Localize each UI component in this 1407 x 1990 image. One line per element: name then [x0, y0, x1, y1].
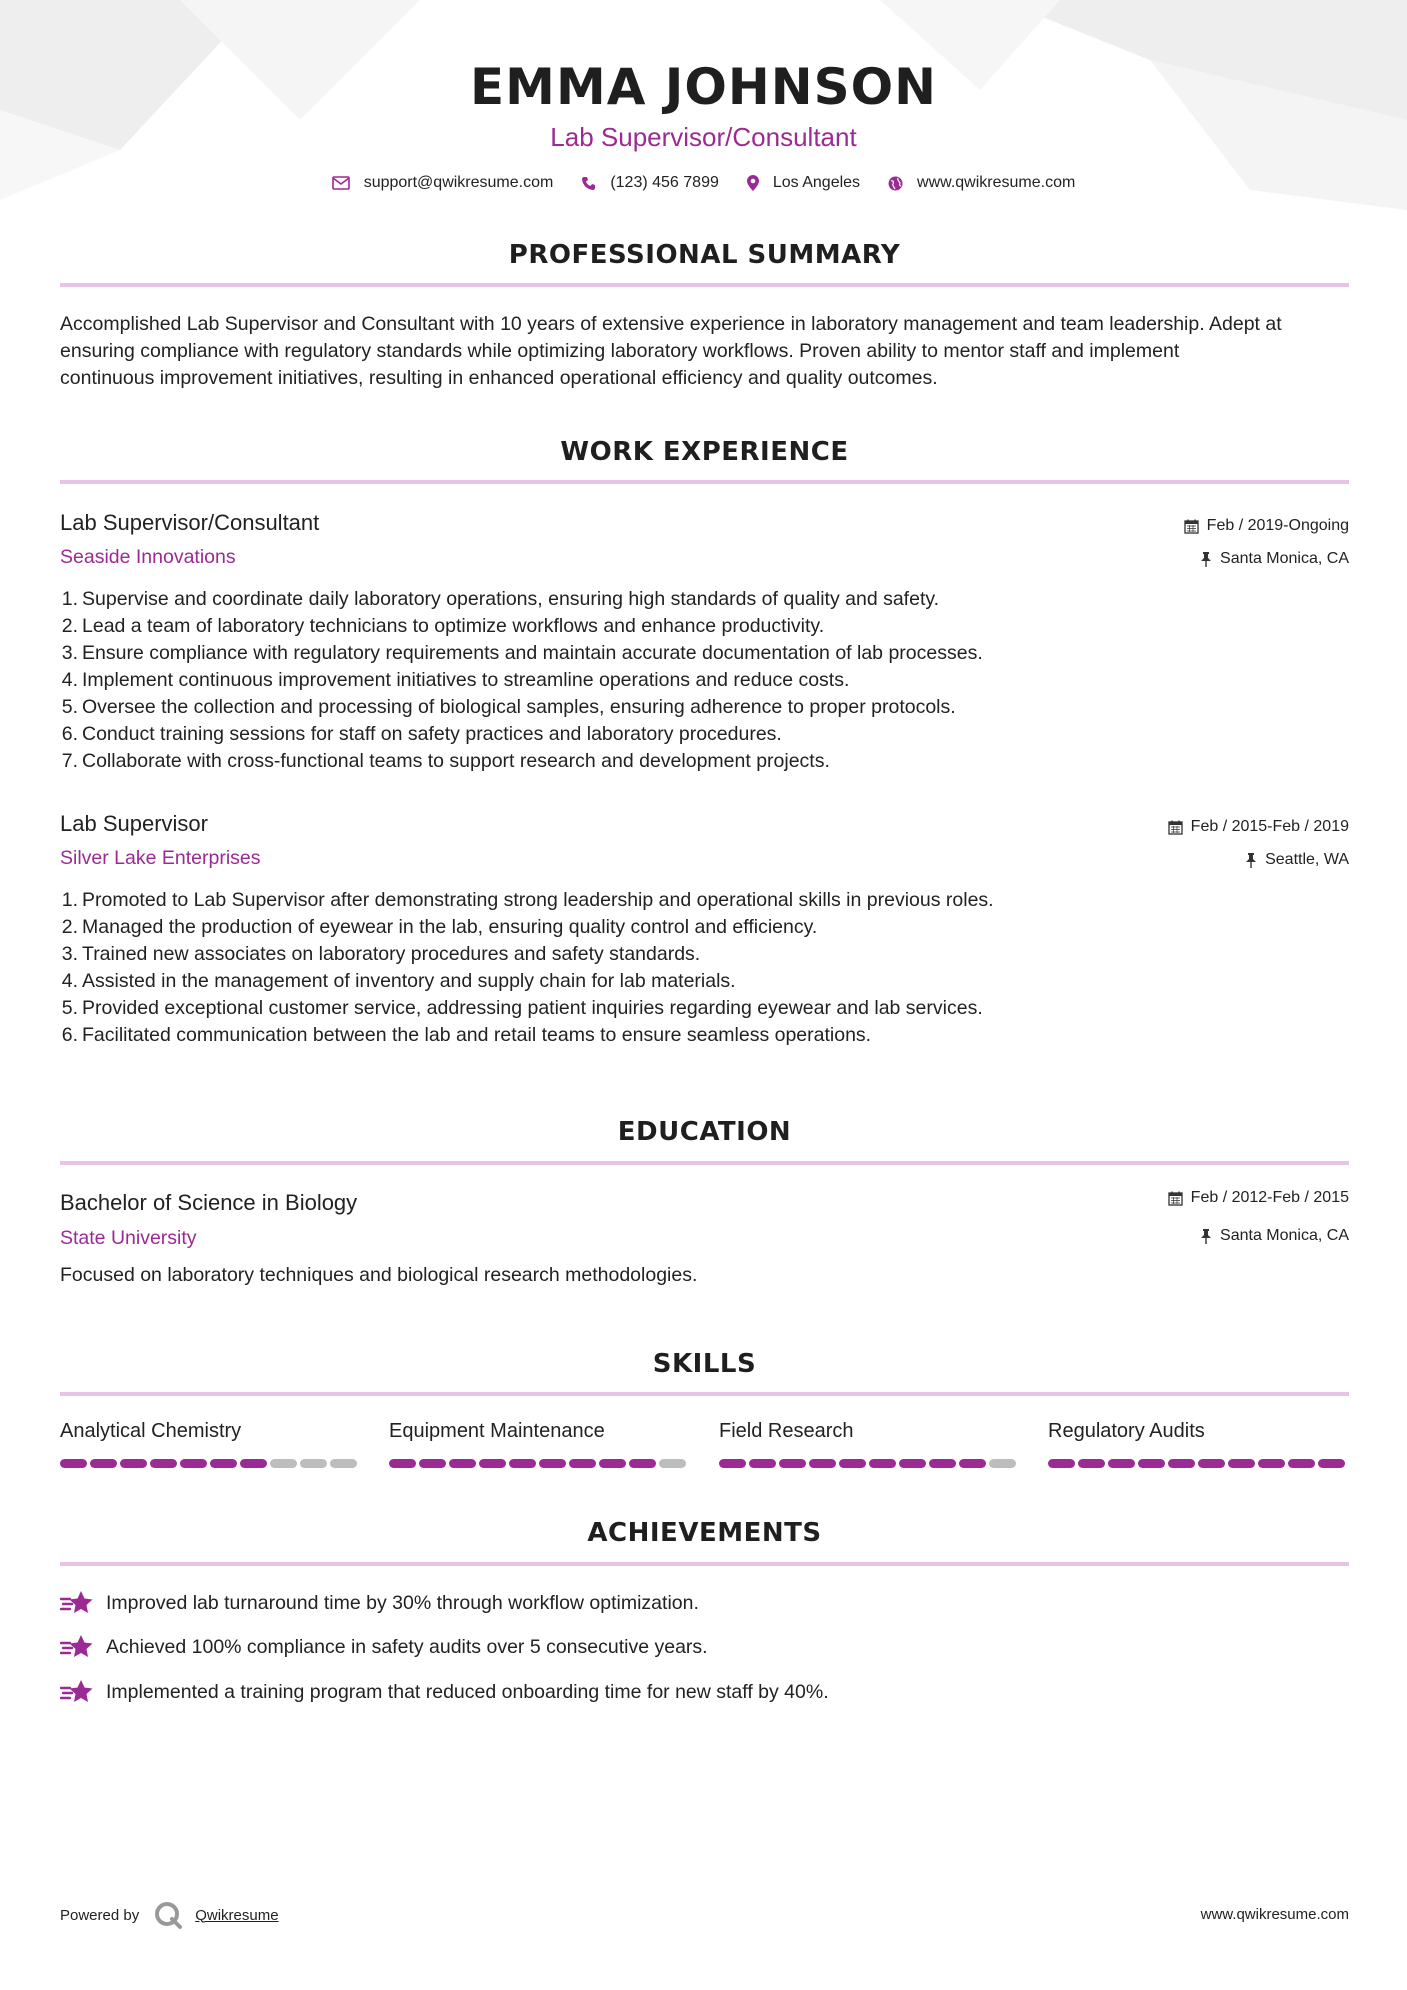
skill-segment-filled: [899, 1459, 926, 1468]
skill-level-bar: [60, 1459, 360, 1468]
job-title: Lab Supervisor/Consultant: [60, 510, 320, 535]
list-text: Conduct training sessions for staff on safety practices and laboratory procedures.: [82, 723, 782, 745]
list-text: Supervise and coordinate daily laboratory operations, ensuring high standards of quality and safety.: [82, 588, 940, 610]
skill-segment-filled: [599, 1459, 626, 1468]
map-pin-icon: [747, 175, 759, 191]
job-location-text: Seattle, WA: [1265, 851, 1349, 868]
contact-email[interactable]: [332, 174, 554, 192]
list-number: 6.: [61, 723, 78, 745]
footer-powered-by: [60, 1900, 279, 1930]
skill-segment-filled: [90, 1459, 117, 1468]
achievement-item: [60, 1679, 829, 1705]
education-location-text: Santa Monica, CA: [1220, 1227, 1349, 1244]
skill-segment-filled: [210, 1459, 237, 1468]
skill-segment-empty: [330, 1459, 357, 1468]
achievements-divider: [60, 1562, 1349, 1566]
achievement-text: Achieved 100% compliance in safety audits over 5 consecutive years.: [106, 1635, 708, 1658]
skill-segment-filled: [1048, 1459, 1075, 1468]
list-number: 3.: [61, 943, 78, 965]
skill-segment-filled: [389, 1459, 416, 1468]
achievements-heading: ACHIEVEMENTS: [587, 1518, 822, 1548]
skill-segment-filled: [1168, 1459, 1195, 1468]
education-dates: [1168, 1189, 1349, 1207]
calendar-icon: [1168, 820, 1183, 835]
list-number: 5.: [61, 997, 78, 1019]
job-dates-text: Feb / 2019-Ongoing: [1206, 517, 1349, 534]
skill-segment-filled: [539, 1459, 566, 1468]
education-location: [1200, 1227, 1349, 1245]
list-item: [56, 887, 1336, 914]
company-name: Silver Lake Enterprises: [60, 847, 261, 869]
list-text: Promoted to Lab Supervisor after demonstrating strong leadership and operational skills in previous roles.: [82, 889, 994, 911]
job-dates: [1168, 818, 1349, 836]
list-item: [56, 667, 1336, 694]
job-title: Lab Supervisor: [60, 811, 208, 836]
list-item: [56, 586, 1336, 613]
degree-title: Bachelor of Science in Biology: [60, 1190, 358, 1215]
list-number: 4.: [61, 669, 78, 691]
skill-segment-filled: [1288, 1459, 1315, 1468]
list-text: Lead a team of laboratory technicians to optimize workflows and enhance productivity.: [82, 615, 825, 637]
education-heading: EDUCATION: [617, 1117, 792, 1147]
skill-level-bar: [1048, 1459, 1348, 1468]
skill-level-bar: [719, 1459, 1019, 1468]
phone-text: (123) 456 7899: [610, 174, 719, 191]
skill-segment-filled: [809, 1459, 836, 1468]
skill-segment-filled: [629, 1459, 656, 1468]
summary-line: ensuring compliance with regulatory standards while optimizing laboratory workflows. Proven ability to mentor staff and implement: [60, 340, 1180, 362]
skill-name: Regulatory Audits: [1048, 1420, 1205, 1442]
contact-location: [747, 174, 860, 192]
skill-segment-filled: [1198, 1459, 1225, 1468]
list-text: Facilitated communication between the lab and retail teams to ensure seamless operations.: [82, 1024, 872, 1046]
skill-segment-filled: [1228, 1459, 1255, 1468]
skill-segment-filled: [120, 1459, 147, 1468]
contact-bar: [0, 174, 1407, 192]
calendar-icon: [1168, 1191, 1183, 1206]
list-item: [56, 968, 1336, 995]
skill-item: [719, 1420, 1019, 1468]
pushpin-icon: [1245, 853, 1257, 868]
achievement-text: Improved lab turnaround time by 30% through workflow optimization.: [106, 1591, 699, 1614]
achievement-item: [60, 1634, 708, 1660]
skill-segment-filled: [959, 1459, 986, 1468]
job-location: [1245, 851, 1349, 869]
skill-segment-filled: [60, 1459, 87, 1468]
contact-phone[interactable]: [581, 174, 719, 192]
company-name: Seaside Innovations: [60, 546, 236, 568]
skill-segment-filled: [719, 1459, 746, 1468]
skill-segment-empty: [989, 1459, 1016, 1468]
shooting-star-icon: [60, 1590, 94, 1616]
website-text: www.qwikresume.com: [917, 174, 1076, 191]
skill-segment-filled: [240, 1459, 267, 1468]
list-text: Ensure compliance with regulatory requirements and maintain accurate documentation of lab processes.: [82, 642, 983, 664]
skill-segment-filled: [479, 1459, 506, 1468]
summary-text: [60, 311, 1349, 392]
summary-heading: PROFESSIONAL SUMMARY: [508, 240, 901, 270]
skill-segment-filled: [1318, 1459, 1345, 1468]
skill-segment-filled: [419, 1459, 446, 1468]
skill-segment-empty: [300, 1459, 327, 1468]
skill-segment-empty: [659, 1459, 686, 1468]
list-text: Oversee the collection and processing of biological samples, ensuring adherence to proper protocols.: [82, 696, 956, 718]
list-item: [56, 640, 1336, 667]
achievement-text: Implemented a training program that reduced onboarding time for new staff by 40%.: [106, 1680, 829, 1703]
list-item: [56, 995, 1336, 1022]
experience-heading: WORK EXPERIENCE: [560, 437, 849, 467]
summary-divider: [60, 283, 1349, 287]
skill-segment-filled: [1078, 1459, 1105, 1468]
list-item: [56, 748, 1336, 775]
education-dates-text: Feb / 2012-Feb / 2015: [1190, 1189, 1349, 1206]
education-divider: [60, 1161, 1349, 1165]
list-text: Trained new associates on laboratory procedures and safety standards.: [82, 943, 701, 965]
powered-by-text: Powered by: [60, 1906, 140, 1924]
education-description: Focused on laboratory techniques and biological research methodologies.: [60, 1264, 698, 1286]
email-text: support@qwikresume.com: [363, 174, 554, 191]
list-number: 5.: [61, 696, 78, 718]
list-number: 4.: [61, 970, 78, 992]
list-text: Assisted in the management of inventory and supply chain for lab materials.: [82, 970, 736, 992]
list-item: [56, 721, 1336, 748]
experience-divider: [60, 480, 1349, 484]
skill-segment-filled: [150, 1459, 177, 1468]
list-item: [56, 941, 1336, 968]
job-bullets: [56, 586, 1336, 775]
skill-segment-filled: [569, 1459, 596, 1468]
skill-item: [60, 1420, 360, 1468]
job-dates-text: Feb / 2015-Feb / 2019: [1190, 818, 1349, 835]
skill-segment-filled: [839, 1459, 866, 1468]
summary-line: continuous improvement initiatives, resulting in enhanced operational efficiency and quality outcomes.: [60, 367, 938, 389]
list-text: Provided exceptional customer service, addressing patient inquiries regarding eyewear and lab services.: [82, 997, 983, 1019]
job-bullets: [56, 887, 1336, 1049]
skill-name: Field Research: [719, 1420, 854, 1442]
job-dates: [1184, 517, 1349, 535]
calendar-icon: [1184, 519, 1199, 534]
skill-segment-filled: [1108, 1459, 1135, 1468]
skill-name: Analytical Chemistry: [60, 1420, 242, 1442]
list-text: Implement continuous improvement initiatives to streamline operations and reduce costs.: [82, 669, 850, 691]
skill-segment-filled: [1258, 1459, 1285, 1468]
skill-segment-empty: [270, 1459, 297, 1468]
skill-level-bar: [389, 1459, 689, 1468]
list-number: 7.: [61, 750, 78, 772]
achievement-item: [60, 1590, 699, 1616]
summary-line: Accomplished Lab Supervisor and Consultant with 10 years of extensive experience in laboratory management and team leadership. Adept at: [60, 313, 1282, 335]
skill-segment-filled: [929, 1459, 956, 1468]
list-item: [56, 613, 1336, 640]
list-text: Collaborate with cross-functional teams to support research and development projects.: [82, 750, 830, 772]
skill-item: [1048, 1420, 1348, 1468]
skill-segment-filled: [869, 1459, 896, 1468]
pushpin-icon: [1200, 1229, 1212, 1244]
skill-segment-filled: [749, 1459, 776, 1468]
skills-divider: [60, 1392, 1349, 1396]
shooting-star-icon: [60, 1679, 94, 1705]
contact-website[interactable]: [888, 174, 1075, 192]
envelope-icon: [332, 176, 350, 190]
list-item: [56, 914, 1336, 941]
candidate-name: EMMA JOHNSON: [470, 58, 937, 116]
list-number: 1.: [61, 588, 78, 610]
skill-segment-filled: [779, 1459, 806, 1468]
skill-name: Equipment Maintenance: [389, 1420, 605, 1442]
skill-item: [389, 1420, 689, 1468]
skills-heading: SKILLS: [652, 1349, 757, 1379]
list-item: [56, 1022, 1336, 1049]
job-location: [1200, 550, 1349, 568]
list-number: 2.: [61, 615, 78, 637]
candidate-title: Lab Supervisor/Consultant: [550, 122, 857, 152]
skill-segment-filled: [509, 1459, 536, 1468]
list-number: 6.: [61, 1024, 78, 1046]
job-location-text: Santa Monica, CA: [1220, 550, 1349, 567]
shooting-star-icon: [60, 1634, 94, 1660]
list-number: 3.: [61, 642, 78, 664]
list-number: 2.: [61, 916, 78, 938]
footer-website[interactable]: www.qwikresume.com: [1200, 1906, 1349, 1923]
school-name: State University: [60, 1227, 197, 1249]
brand-link[interactable]: Qwikresume: [195, 1906, 279, 1924]
qwikresume-logo-icon: [153, 1900, 183, 1930]
list-number: 1.: [61, 889, 78, 911]
list-text: Managed the production of eyewear in the lab, ensuring quality control and efficiency.: [82, 916, 818, 938]
list-item: [56, 694, 1336, 721]
skill-segment-filled: [1138, 1459, 1165, 1468]
skill-segment-filled: [449, 1459, 476, 1468]
skill-segment-filled: [180, 1459, 207, 1468]
phone-icon: [581, 176, 596, 191]
location-text: Los Angeles: [772, 174, 861, 191]
pushpin-icon: [1200, 552, 1212, 567]
globe-icon: [888, 176, 903, 191]
